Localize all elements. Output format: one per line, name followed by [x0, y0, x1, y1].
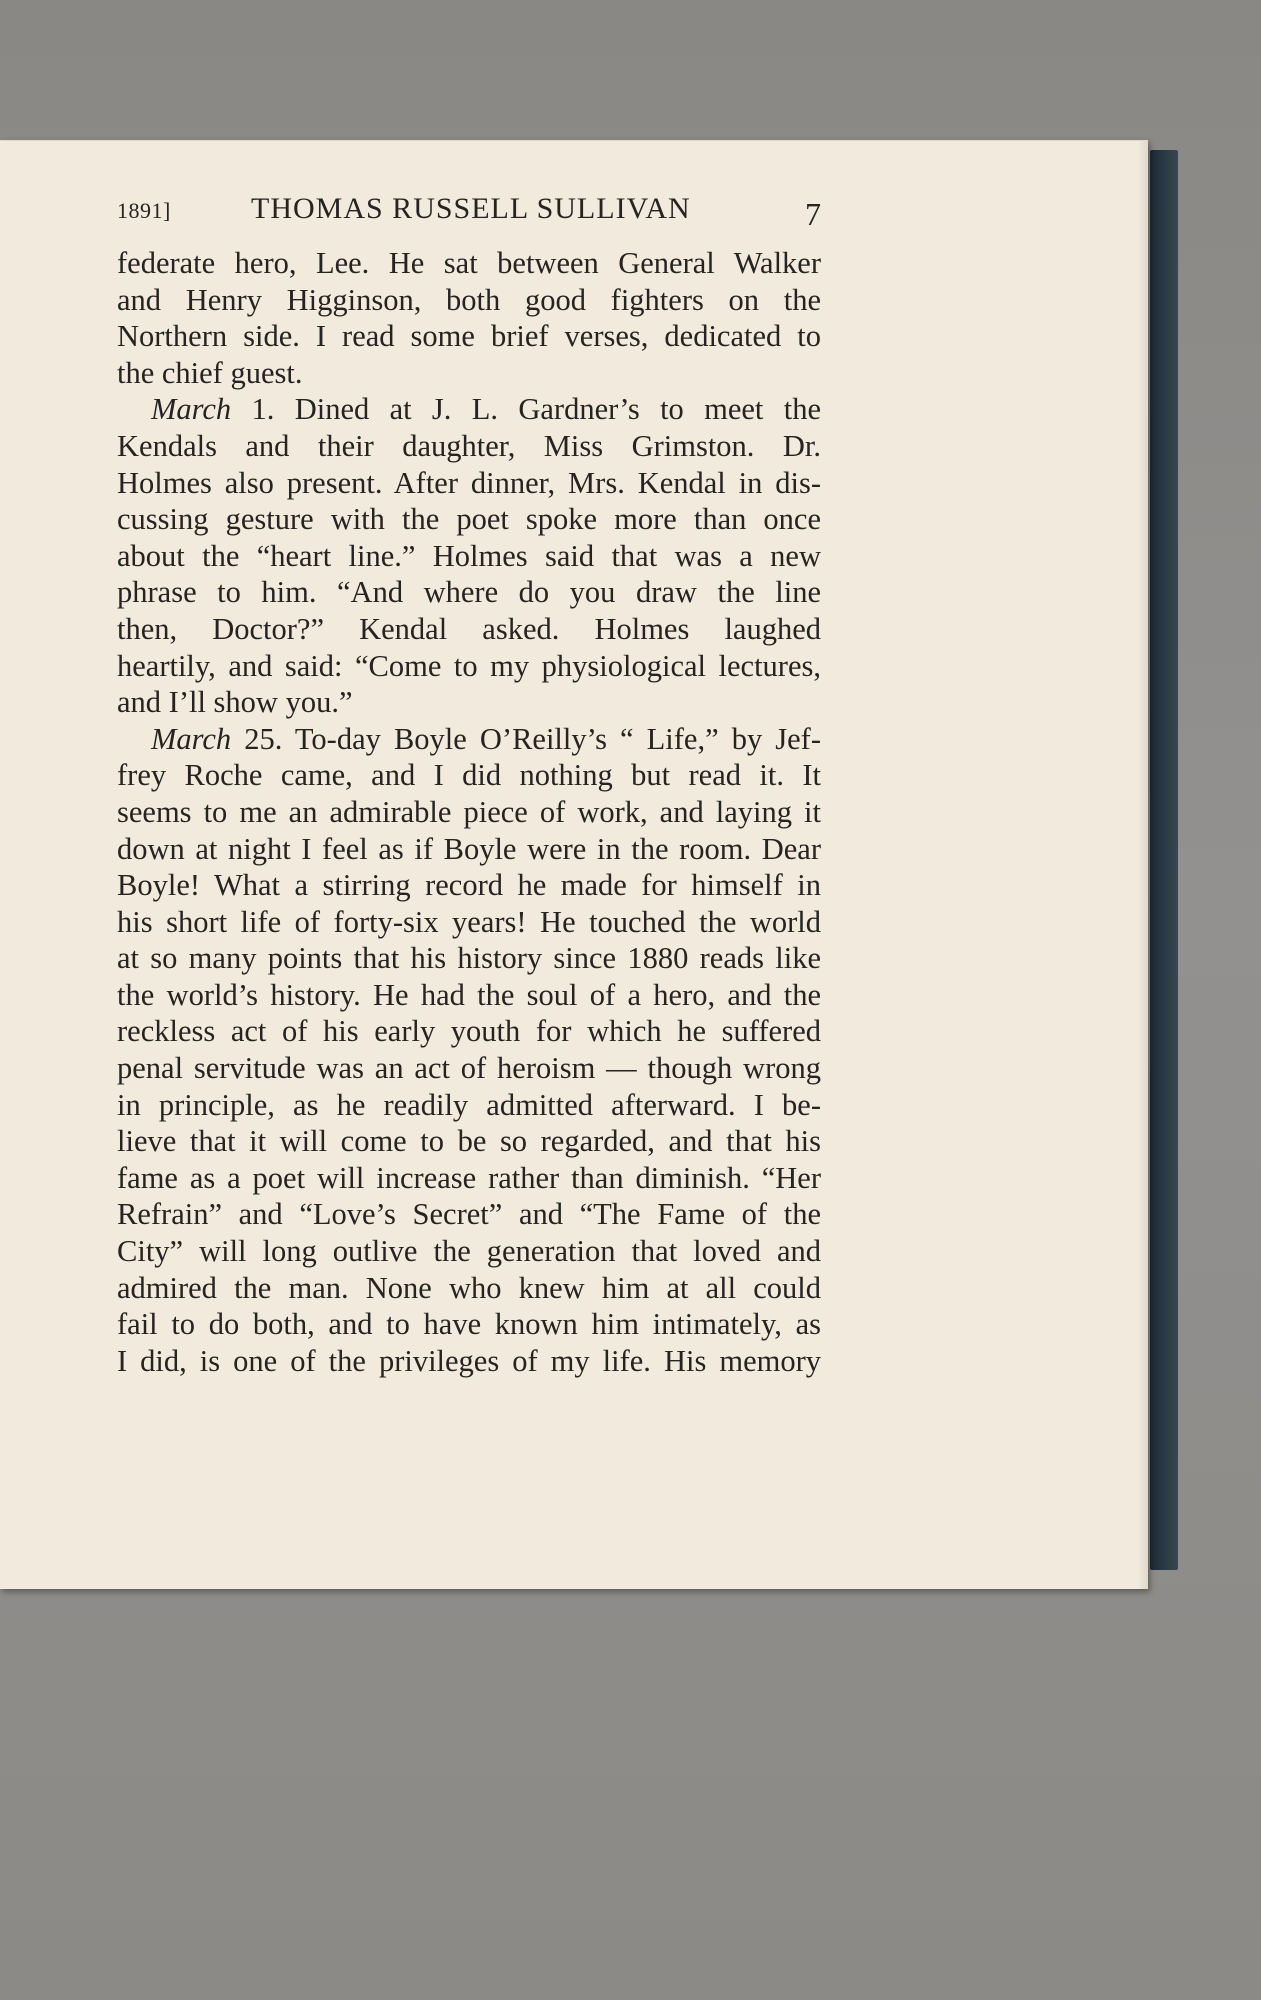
text-line: and Henry Higginson, both good fighters on the: [117, 282, 821, 317]
diary-entry-first-line: [117, 721, 821, 758]
entry-first-line-text: 1. Dined at J. L. Gardner’s to meet the: [231, 392, 821, 427]
page-number: 7: [805, 196, 821, 232]
diary-entry-first-line: [117, 391, 821, 428]
text-line: and I’ll show you.”: [117, 685, 353, 720]
text-line: phrase to him. “And where do you draw the line: [117, 575, 821, 610]
text-line: at so many points that his history since 1880 reads like: [117, 941, 821, 976]
text-line: then, Doctor?” Kendal asked. Holmes laughed: [117, 611, 821, 646]
text-line: down at night I feel as if Boyle were in the room. Dear: [117, 831, 821, 866]
text-line: the chief guest.: [117, 355, 303, 390]
entry-date: March: [151, 392, 232, 427]
body-text: [117, 245, 821, 1379]
text-line: Refrain” and “Love’s Secret” and “The Fame of the: [117, 1197, 821, 1232]
text-line: heartily, and said: “Come to my physiological lectures,: [117, 648, 821, 683]
text-line: lieve that it will come to be so regarded, and that his: [117, 1124, 821, 1159]
text-line: Holmes also present. After dinner, Mrs. Kendal in dis-: [117, 465, 821, 500]
text-line: Northern side. I read some brief verses, dedicated to: [117, 319, 821, 354]
entry-date: March: [151, 721, 232, 756]
text-line: frey Roche came, and I did nothing but read it. It: [117, 758, 821, 793]
text-line: cussing gesture with the poet spoke more than once: [117, 502, 821, 537]
text-line: reckless act of his early youth for which he suffered: [117, 1014, 821, 1049]
entry-first-line-text: 25. To-day Boyle O’Reilly’s “ Life,” by Jef-: [231, 721, 821, 756]
text-line: City” will long outlive the generation that loved and: [117, 1234, 821, 1269]
text-line: Kendals and their daughter, Miss Grimston. Dr.: [117, 428, 821, 463]
text-line: federate hero, Lee. He sat between General Walker: [117, 246, 821, 280]
text-line: fail to do both, and to have known him intimately, as: [117, 1307, 821, 1342]
book-cover-edge: [1150, 150, 1178, 1570]
running-head-title: THOMAS RUSSELL SULLIVAN: [251, 192, 691, 225]
text-line: in principle, as he readily admitted afterward. I be-: [117, 1087, 821, 1122]
text-line: admired the man. None who knew him at all could: [117, 1270, 821, 1305]
text-line: I did, is one of the privileges of my life. His memory: [117, 1343, 821, 1378]
text-line: his short life of forty-six years! He touched the world: [117, 904, 821, 939]
text-line: the world’s history. He had the soul of a hero, and the: [117, 977, 821, 1012]
text-line: penal servitude was an act of heroism — though wrong: [117, 1051, 821, 1086]
running-head: [117, 192, 821, 232]
running-head-year: 1891]: [117, 198, 171, 223]
text-line: seems to me an admirable piece of work, and laying it: [117, 794, 821, 829]
text-line: fame as a poet will increase rather than diminish. “Her: [117, 1160, 821, 1195]
text-line: about the “heart line.” Holmes said that was a new: [117, 538, 821, 573]
text-line: Boyle! What a stirring record he made for himself in: [117, 868, 821, 903]
